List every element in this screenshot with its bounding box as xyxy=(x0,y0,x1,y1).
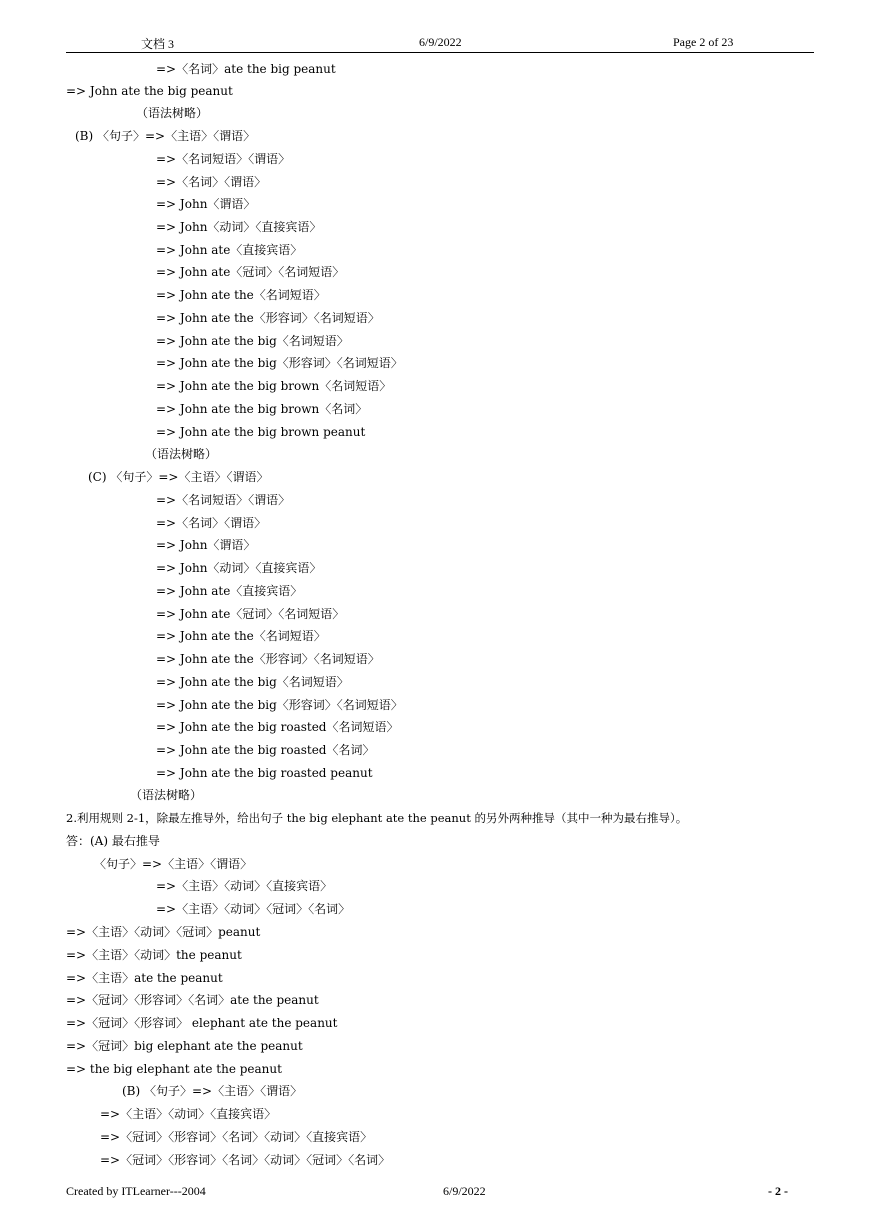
text-line: =>〈冠词〉〈形容词〉〈名词〉〈动词〉〈直接宾语〉 xyxy=(100,1130,373,1144)
text-line: => John ate the big roasted〈名词〉 xyxy=(156,743,375,757)
text-line: => John〈谓语〉 xyxy=(156,538,256,552)
footer-date: 6/9/2022 xyxy=(443,1184,486,1198)
text-line: => John ate〈冠词〉〈名词短语〉 xyxy=(156,607,345,621)
text-line: （语法树略） xyxy=(136,106,209,120)
text-line: => John〈谓语〉 xyxy=(156,197,256,211)
text-line: （语法树略） xyxy=(145,447,218,461)
text-line: =>〈主语〉〈动词〉〈冠词〉〈名词〉 xyxy=(156,902,351,916)
text-line: => John ate the〈名词短语〉 xyxy=(156,629,326,643)
text-line: =>〈冠词〉〈形容词〉 elephant ate the peanut xyxy=(66,1016,338,1030)
text-line: => John〈动词〉〈直接宾语〉 xyxy=(156,220,322,234)
text-line: => John ate the big〈形容词〉〈名词短语〉 xyxy=(156,698,403,712)
text-line: => John ate the big〈名词短语〉 xyxy=(156,334,349,348)
text-line: =>〈名词〉〈谓语〉 xyxy=(156,516,267,530)
text-line: => John ate the big brown peanut xyxy=(156,425,366,439)
text-line: =>〈名词短语〉〈谓语〉 xyxy=(156,493,291,507)
text-line: =>〈主语〉〈动词〉〈冠词〉peanut xyxy=(66,925,261,939)
text-line: => John ate〈直接宾语〉 xyxy=(156,243,303,257)
text-line: => John〈动词〉〈直接宾语〉 xyxy=(156,561,322,575)
text-line: => John ate the big roasted peanut xyxy=(156,766,373,780)
text-line: =>〈冠词〉big elephant ate the peanut xyxy=(66,1039,303,1053)
text-line: =>〈主语〉〈动词〉〈直接宾语〉 xyxy=(100,1107,277,1121)
text-line: (B) 〈句子〉=>〈主语〉〈谓语〉 xyxy=(75,129,256,143)
text-line: => the big elephant ate the peanut xyxy=(66,1062,282,1076)
answer-heading: 答：(A) 最右推导 xyxy=(66,834,160,848)
text-line: => John ate〈冠词〉〈名词短语〉 xyxy=(156,265,345,279)
header-date: 6/9/2022 xyxy=(419,35,462,49)
text-line: => John ate the〈形容词〉〈名词短语〉 xyxy=(156,652,380,666)
text-line: => John ate the big brown〈名词〉 xyxy=(156,402,368,416)
text-line: => John ate the big roasted〈名词短语〉 xyxy=(156,720,399,734)
text-line: =>〈名词〉〈谓语〉 xyxy=(156,175,267,189)
text-line: => John ate the〈名词短语〉 xyxy=(156,288,326,302)
text-line: => John ate the big〈形容词〉〈名词短语〉 xyxy=(156,356,403,370)
text-line: => John ate〈直接宾语〉 xyxy=(156,584,303,598)
footer-author: Created by ITLearner---2004 xyxy=(66,1184,206,1198)
text-line: =>〈主语〉ate the peanut xyxy=(66,971,223,985)
header-page-number: Page 2 of 23 xyxy=(673,35,734,49)
text-line: (B) 〈句子〉=>〈主语〉〈谓语〉 xyxy=(122,1084,303,1098)
text-line: =>〈主语〉〈动词〉〈直接宾语〉 xyxy=(156,879,333,893)
text-line: =>〈主语〉〈动词〉the peanut xyxy=(66,948,242,962)
text-line: => John ate the big〈名词短语〉 xyxy=(156,675,349,689)
text-line: 〈句子〉=>〈主语〉〈谓语〉 xyxy=(94,857,253,871)
question-heading: 2.利用规则 2-1，除最左推导外，给出句子 the big elephant ate the peanut 的另外两种推导（其中一种为最右推导）。 xyxy=(66,811,688,825)
text-line: => John ate the big peanut xyxy=(66,84,233,98)
text-line: =>〈名词〉ate the big peanut xyxy=(156,62,336,76)
text-line: （语法树略） xyxy=(130,788,203,802)
header-divider xyxy=(66,52,814,53)
text-line: => John ate the〈形容词〉〈名词短语〉 xyxy=(156,311,380,325)
header-doc-name: 文档 3 xyxy=(141,37,175,51)
text-line: =>〈名词短语〉〈谓语〉 xyxy=(156,152,291,166)
text-line: =>〈冠词〉〈形容词〉〈名词〉〈动词〉〈冠词〉〈名词〉 xyxy=(100,1153,391,1167)
text-line: =>〈冠词〉〈形容词〉〈名词〉ate the peanut xyxy=(66,993,319,1007)
text-line: (C) 〈句子〉=>〈主语〉〈谓语〉 xyxy=(88,470,269,484)
text-line: => John ate the big brown〈名词短语〉 xyxy=(156,379,392,393)
footer-page-number: - 2 - xyxy=(768,1184,788,1198)
